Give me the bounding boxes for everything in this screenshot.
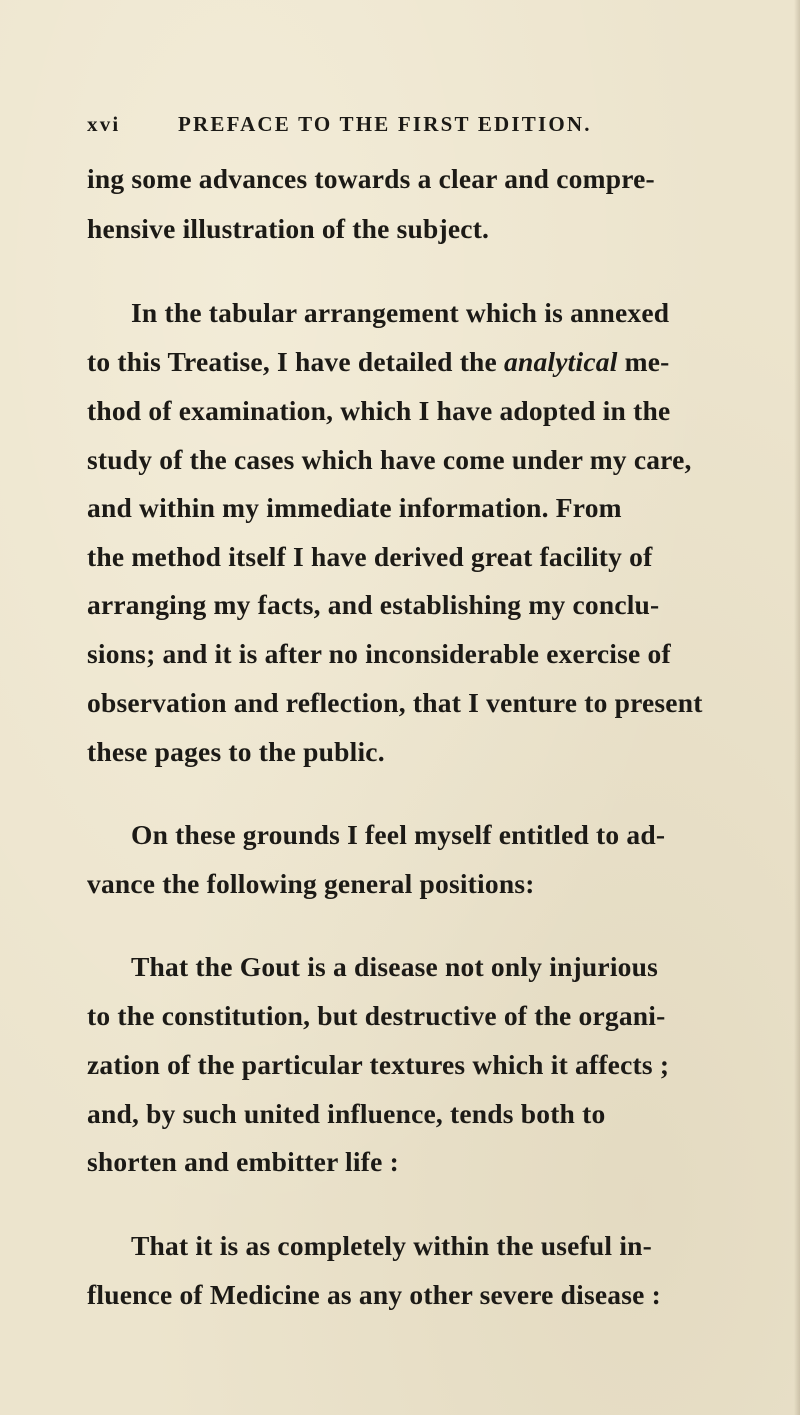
text-line: fluence of Medicine as any other severe disease :	[87, 1279, 661, 1310]
text-segment: me-	[624, 346, 670, 377]
text-line: That it is as completely within the useful in-	[131, 1230, 653, 1261]
text-line: thod of examination, which I have adopted in the	[87, 395, 671, 426]
text-line: study of the cases which have come under my care,	[87, 444, 692, 475]
text-line: zation of the particular textures which it affects ;	[87, 1049, 670, 1080]
text-line: and within my immediate information. From	[87, 492, 622, 523]
text-line: and, by such united influence, tends both to	[87, 1098, 606, 1129]
text-line: shorten and embitter life :	[87, 1146, 399, 1177]
italic-text: analytical	[504, 346, 618, 377]
text-line: ing some advances towards a clear and compre-	[87, 163, 655, 194]
text-line: That the Gout is a disease not only injurious	[131, 951, 659, 982]
text-line: On these grounds I feel myself entitled to ad-	[131, 819, 666, 850]
text-line: hensive illustration of the subject.	[87, 213, 490, 244]
text-segment: to this Treatise, I have detailed the	[87, 346, 497, 377]
running-title: PREFACE TO THE FIRST EDITION.	[178, 112, 592, 136]
text-line: these pages to the public.	[87, 736, 385, 767]
running-header	[87, 112, 687, 144]
text-line: the method itself I have derived great facility of	[87, 541, 653, 572]
text-line: to the constitution, but destructive of the organi-	[87, 1000, 666, 1031]
text-line: observation and reflection, that I venture to present	[87, 687, 703, 718]
text-line: In the tabular arrangement which is annexed	[131, 297, 670, 328]
text-line: vance the following general positions:	[87, 868, 535, 899]
text-line: arranging my facts, and establishing my conclu-	[87, 589, 660, 620]
page-edge-shadow	[794, 0, 800, 1415]
page-number: xvi	[87, 112, 121, 136]
text-line: sions; and it is after no inconsiderable exercise of	[87, 638, 671, 669]
text-line	[87, 345, 670, 379]
